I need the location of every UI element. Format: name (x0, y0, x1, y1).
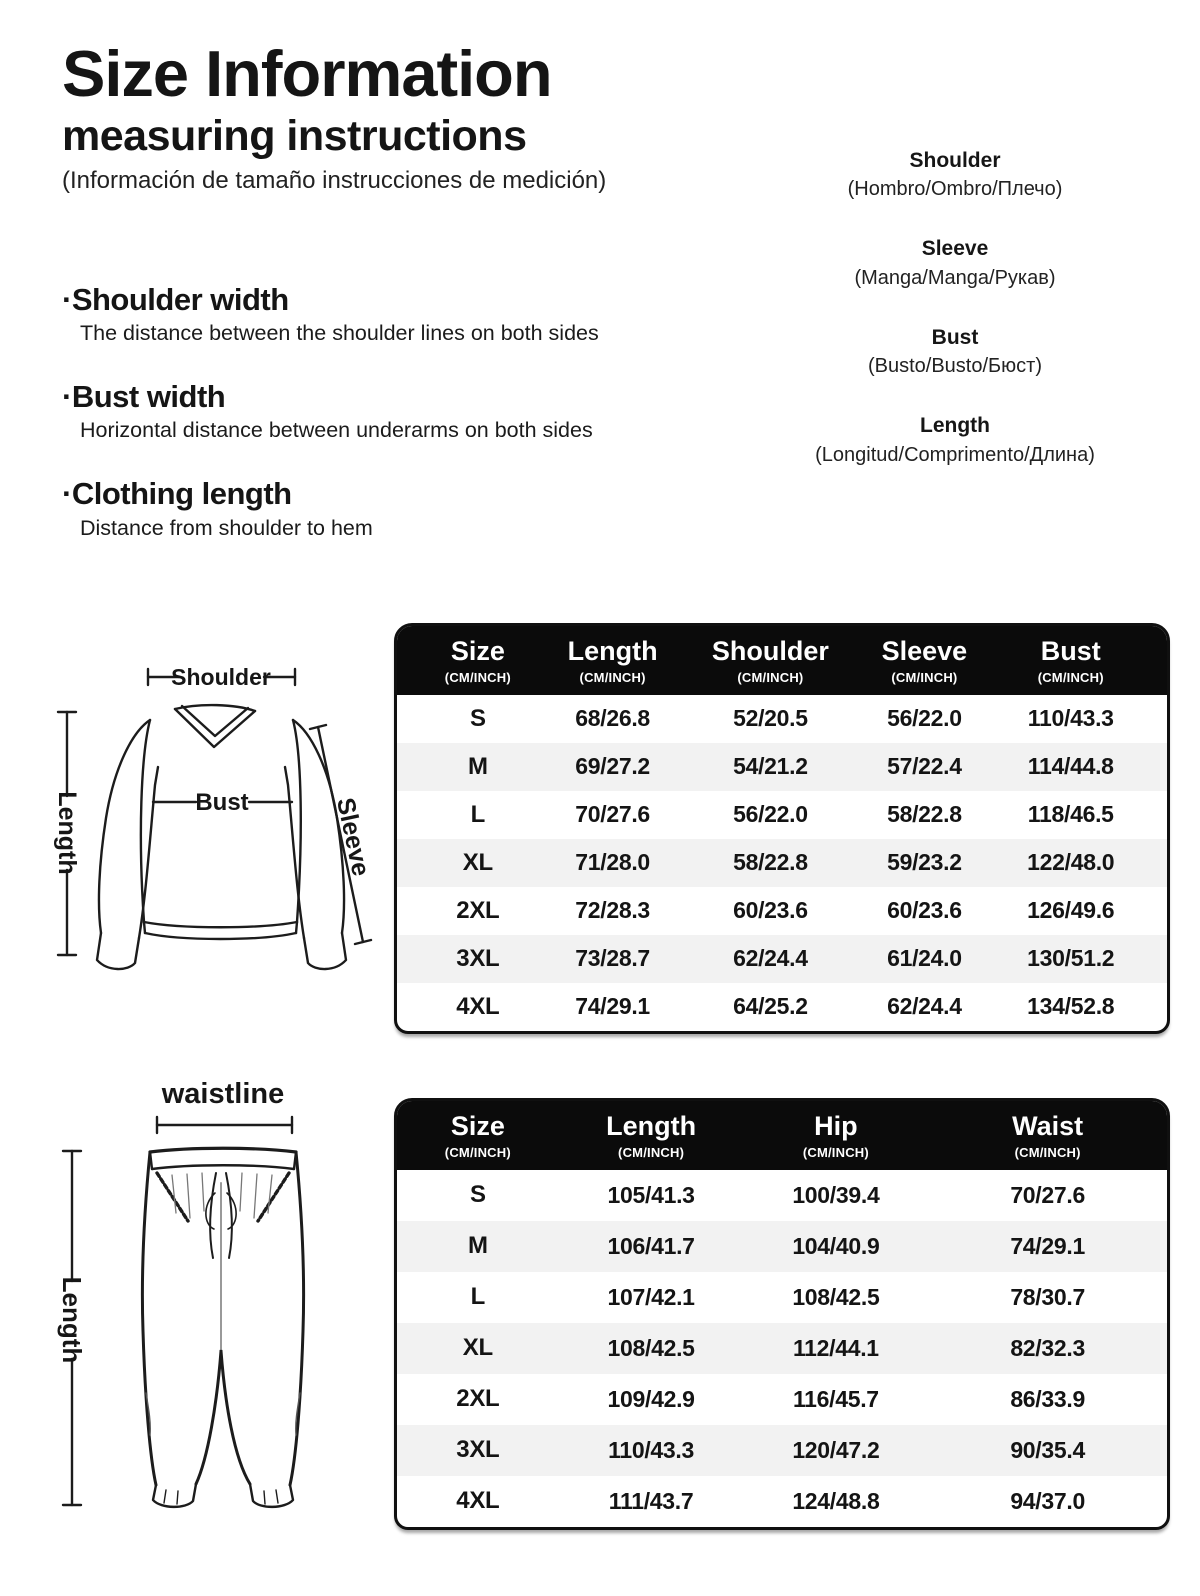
column-header: Bust (CM/INCH) (974, 626, 1167, 695)
column-header: Sleeve (CM/INCH) (874, 626, 974, 695)
value-cell: 82/32.3 (1010, 1334, 1085, 1361)
value-cell: 116/45.7 (792, 1385, 879, 1412)
value-cell: 72/28.3 (575, 897, 650, 924)
measure-name: Sleeve (921, 237, 989, 261)
instruction-bust-width (62, 378, 722, 443)
value-cell: 70/27.6 (575, 801, 650, 828)
pants-outline (142, 1148, 303, 1507)
value-cell: 126/49.6 (1027, 897, 1115, 924)
value-cell: 112/44.1 (792, 1334, 879, 1361)
size-cell: XL (462, 1334, 493, 1362)
value-cell: 61/24.0 (887, 945, 962, 972)
page-subtitle: measuring instructions (62, 112, 527, 161)
pants-length-diagram-label: Length (57, 1276, 87, 1364)
column-header: Size (CM/INCH) (397, 1101, 559, 1170)
instruction-clothing-length (62, 475, 722, 540)
instruction-label: ·Clothing length (62, 476, 292, 512)
value-cell: 130/51.2 (1027, 945, 1115, 972)
length-diagram-label: Length (53, 791, 81, 875)
size-cell: 2XL (456, 1385, 500, 1413)
value-cell: 110/43.3 (1027, 705, 1114, 732)
bottom-table-header (397, 1101, 1167, 1170)
size-cell: 3XL (456, 944, 500, 972)
bust-diagram-label: Bust (195, 789, 249, 816)
value-cell: 120/47.2 (792, 1436, 880, 1463)
size-cell: 2XL (456, 896, 500, 924)
header-row (397, 626, 1167, 695)
measure-name: Shoulder (909, 149, 1001, 172)
size-cell: 4XL (456, 1487, 500, 1515)
pants-diagram (50, 1063, 350, 1523)
value-cell: 70/27.6 (1010, 1181, 1085, 1208)
table-row (397, 1374, 1167, 1425)
table-row (397, 743, 1167, 791)
measure-label-bust (770, 323, 1140, 380)
table-row (397, 1425, 1167, 1476)
instruction-label: ·Bust width (62, 379, 226, 415)
header-row (397, 1101, 1167, 1170)
measure-translation: (Longitud/Comprimento/Длина) (815, 443, 1095, 466)
size-cell: M (467, 1232, 488, 1260)
value-cell: 100/39.4 (792, 1181, 880, 1208)
value-cell: 57/22.4 (887, 753, 962, 780)
value-cell: 118/46.5 (1027, 801, 1114, 828)
value-cell: 114/44.8 (1027, 753, 1114, 780)
size-cell: XL (462, 848, 493, 876)
value-cell: 58/22.8 (887, 801, 962, 828)
measure-label-length (770, 411, 1140, 468)
value-cell: 110/43.3 (608, 1436, 695, 1463)
measure-name: Bust (931, 325, 979, 349)
column-header: Hip (CM/INCH) (743, 1101, 928, 1170)
value-cell: 86/33.9 (1010, 1385, 1085, 1412)
shoulder-diagram-label: Shoulder (171, 664, 271, 690)
top-table-header (397, 626, 1167, 695)
value-cell: 59/23.2 (887, 849, 962, 876)
value-cell: 52/20.5 (733, 705, 808, 732)
value-cell: 107/42.1 (607, 1283, 695, 1310)
instruction-description: Horizontal distance between underarms on both sides (80, 418, 593, 443)
value-cell: 124/48.8 (792, 1487, 880, 1514)
page-title: Size Information (62, 37, 552, 110)
value-cell: 68/26.8 (575, 705, 650, 732)
value-cell: 56/22.0 (887, 705, 962, 732)
size-cell: 3XL (456, 1436, 500, 1464)
measure-name: Length (920, 414, 990, 438)
table-row (397, 1476, 1167, 1527)
value-cell: 62/24.4 (887, 993, 962, 1020)
value-cell: 60/23.6 (733, 897, 808, 924)
waistline-measure-line (157, 1117, 292, 1133)
value-cell: 105/41.3 (607, 1181, 695, 1208)
value-cell: 108/42.5 (792, 1283, 880, 1310)
pants-details (146, 1173, 300, 1435)
size-cell: S (469, 704, 486, 732)
sweatshirt-diagram (45, 633, 390, 1038)
value-cell: 60/23.6 (887, 897, 962, 924)
column-header: Shoulder (CM/INCH) (666, 626, 874, 695)
table-row (397, 839, 1167, 887)
measure-labels (770, 146, 1140, 500)
table-row (397, 1221, 1167, 1272)
measure-translation: (Hombro/Ombro/Плечо) (847, 178, 1063, 201)
measure-translation: (Manga/Manga/Рукав) (854, 266, 1056, 289)
table-row (397, 1170, 1167, 1221)
size-cell: L (470, 1283, 486, 1311)
value-cell: 122/48.0 (1027, 849, 1115, 876)
value-cell: 74/29.1 (1010, 1232, 1085, 1259)
value-cell: 108/42.5 (607, 1334, 695, 1361)
value-cell: 106/41.7 (607, 1232, 695, 1259)
table-row (397, 791, 1167, 839)
value-cell: 111/43.7 (608, 1487, 694, 1514)
value-cell: 54/21.2 (733, 753, 808, 780)
size-cell: M (467, 752, 488, 780)
value-cell: 134/52.8 (1027, 993, 1115, 1020)
table-row (397, 1272, 1167, 1323)
size-cell: S (469, 1181, 486, 1209)
column-header: Waist (CM/INCH) (928, 1101, 1167, 1170)
column-header: Size (CM/INCH) (397, 626, 559, 695)
table-row (397, 935, 1167, 983)
size-cell: L (470, 800, 486, 828)
measure-label-shoulder (770, 146, 1140, 203)
value-cell: 64/25.2 (733, 993, 808, 1020)
value-cell: 78/30.7 (1010, 1283, 1085, 1310)
table-row (397, 695, 1167, 743)
waistline-diagram-label: waistline (161, 1078, 285, 1110)
value-cell: 58/22.8 (733, 849, 808, 876)
value-cell: 62/24.4 (733, 945, 808, 972)
subtitle-translation: (Información de tamaño instrucciones de medición) (62, 167, 607, 195)
sleeve-diagram-label: Sleeve (331, 795, 375, 879)
table-row (397, 983, 1167, 1031)
top-size-table (394, 623, 1170, 1034)
value-cell: 69/27.2 (575, 753, 650, 780)
instruction-shoulder-width (62, 281, 722, 346)
measure-label-sleeve (770, 234, 1140, 291)
value-cell: 90/35.4 (1010, 1436, 1085, 1463)
table-row (397, 887, 1167, 935)
value-cell: 94/37.0 (1010, 1487, 1085, 1514)
size-cell: 4XL (456, 992, 500, 1020)
instructions-list (62, 281, 722, 573)
value-cell: 73/28.7 (575, 945, 650, 972)
value-cell: 56/22.0 (733, 801, 808, 828)
value-cell: 109/42.9 (607, 1385, 695, 1412)
title-block (62, 37, 722, 195)
table-row (397, 1323, 1167, 1374)
sweatshirt-outline (97, 705, 346, 969)
instruction-description: Distance from shoulder to hem (80, 515, 373, 540)
value-cell: 74/29.1 (575, 993, 650, 1020)
column-header: Length (CM/INCH) (559, 626, 667, 695)
column-header: Length (CM/INCH) (559, 1101, 744, 1170)
bottom-table-body (397, 1170, 1167, 1527)
instruction-description: The distance between the shoulder lines on both sides (80, 321, 599, 346)
value-cell: 104/40.9 (792, 1232, 880, 1259)
bottom-size-table (394, 1098, 1170, 1530)
measure-translation: (Busto/Busto/Бюст) (867, 355, 1042, 378)
instruction-label: ·Shoulder width (62, 282, 289, 317)
top-table-body (397, 695, 1167, 1031)
value-cell: 71/28.0 (575, 849, 650, 876)
